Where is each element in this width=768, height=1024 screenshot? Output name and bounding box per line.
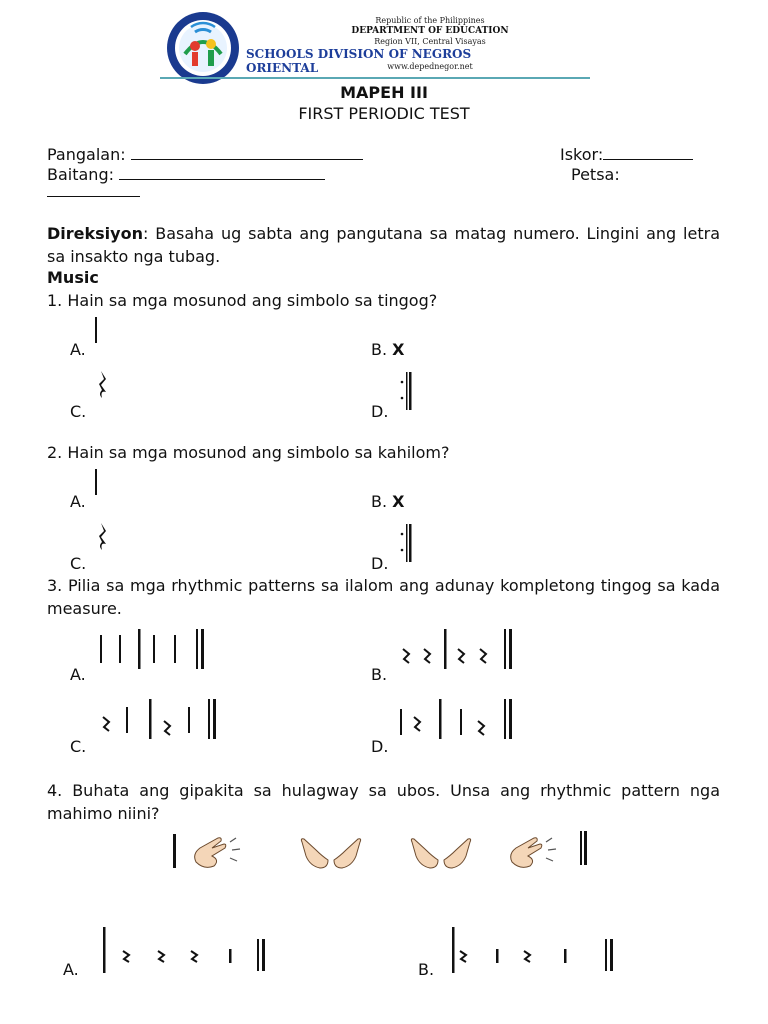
q4-option-a[interactable]: A. bbox=[63, 960, 79, 979]
subject-title: MAPEH III bbox=[340, 83, 428, 102]
q3-option-a[interactable]: A. bbox=[70, 665, 86, 684]
directions-label: Direksiyon bbox=[47, 224, 143, 243]
name-label: Pangalan: bbox=[47, 145, 126, 164]
directions bbox=[47, 222, 720, 268]
grade-blank[interactable] bbox=[119, 165, 325, 180]
score-blank[interactable] bbox=[603, 145, 693, 160]
header-divider bbox=[160, 77, 590, 79]
q2-option-a[interactable]: A. bbox=[70, 492, 86, 511]
q1-b-label: B. bbox=[371, 340, 388, 359]
q2-text: 2. Hain sa mga mosunod ang simbolo sa kahilom? bbox=[47, 443, 450, 462]
date-blank[interactable] bbox=[47, 182, 140, 201]
q3-option-c[interactable]: C. bbox=[70, 737, 87, 756]
grade-label: Baitang: bbox=[47, 165, 114, 184]
q3-c-rhythm-pattern bbox=[100, 697, 220, 741]
header-website: www.depednegor.net bbox=[387, 62, 473, 71]
q3-option-b[interactable]: B. bbox=[371, 665, 388, 684]
clapping-hands-icon-2 bbox=[506, 832, 566, 872]
date-field[interactable] bbox=[571, 163, 620, 186]
q4-end-double-barline bbox=[580, 831, 590, 867]
q1-option-a[interactable]: A. bbox=[70, 340, 86, 359]
score-label: Iskor: bbox=[560, 145, 604, 164]
q1-c-quarter-rest-icon bbox=[97, 370, 109, 404]
q3-option-d[interactable]: D. bbox=[371, 737, 389, 756]
header-republic: Republic of the Philippines bbox=[375, 16, 485, 25]
q3-a-rhythm-pattern bbox=[98, 627, 208, 671]
q2-option-c[interactable]: C. bbox=[70, 554, 87, 573]
open-hands-icon bbox=[298, 836, 364, 872]
q2-c-quarter-rest-icon bbox=[97, 522, 109, 556]
q1-option-c[interactable]: C. bbox=[70, 402, 87, 421]
q3-d-rhythm-pattern bbox=[398, 697, 518, 741]
q4-start-barline bbox=[173, 834, 176, 868]
test-title: FIRST PERIODIC TEST bbox=[298, 104, 470, 123]
header-department: DEPARTMENT OF EDUCATION bbox=[351, 26, 509, 36]
q1-d-repeat-sign-icon bbox=[400, 370, 414, 410]
q4-a-rhythm-pattern bbox=[103, 925, 273, 975]
q2-b-label: B. bbox=[371, 492, 388, 511]
q4-text: 4. Buhata ang gipakita sa hulagway sa ubos. Unsa ang rhythmic pattern nga mahimo niini? bbox=[47, 781, 720, 823]
q2-d-repeat-sign-icon bbox=[400, 522, 414, 562]
q1-option-d[interactable]: D. bbox=[371, 402, 389, 421]
q1-option-b[interactable] bbox=[371, 338, 405, 361]
clapping-hands-icon bbox=[190, 832, 250, 872]
q2-option-d[interactable]: D. bbox=[371, 554, 389, 573]
q4-b-rhythm-pattern bbox=[452, 925, 622, 975]
q2-b-x-symbol: X bbox=[392, 492, 405, 511]
q2-a-quarter-note-stem bbox=[95, 469, 97, 495]
deped-seal-logo bbox=[165, 10, 241, 86]
q3-text: 3. Pilia sa mga rhythmic patterns sa ilalom ang adunay kompletong tingog sa kada measure. bbox=[47, 576, 720, 618]
open-hands-icon-2 bbox=[408, 836, 474, 872]
q2-option-b[interactable] bbox=[371, 490, 405, 513]
date-blank-line[interactable] bbox=[47, 182, 140, 197]
q3-b-rhythm-pattern bbox=[400, 627, 510, 671]
section-music: Music bbox=[47, 268, 99, 287]
header-region: Region VII, Central Visayas bbox=[374, 37, 486, 46]
q4-option-b[interactable]: B. bbox=[418, 960, 435, 979]
header-division: SCHOOLS DIVISION OF NEGROS ORIENTAL bbox=[246, 47, 472, 75]
date-label: Petsa: bbox=[571, 165, 620, 184]
directions-text: : Basaha ug sabta ang pangutana sa matag numero. Lingini ang letra sa insakto nga tubag. bbox=[47, 224, 720, 266]
name-blank[interactable] bbox=[131, 145, 363, 160]
q1-text: 1. Hain sa mga mosunod ang simbolo sa tingog? bbox=[47, 291, 438, 310]
q1-b-x-symbol: X bbox=[392, 340, 405, 359]
q1-a-quarter-note-stem bbox=[95, 317, 97, 343]
